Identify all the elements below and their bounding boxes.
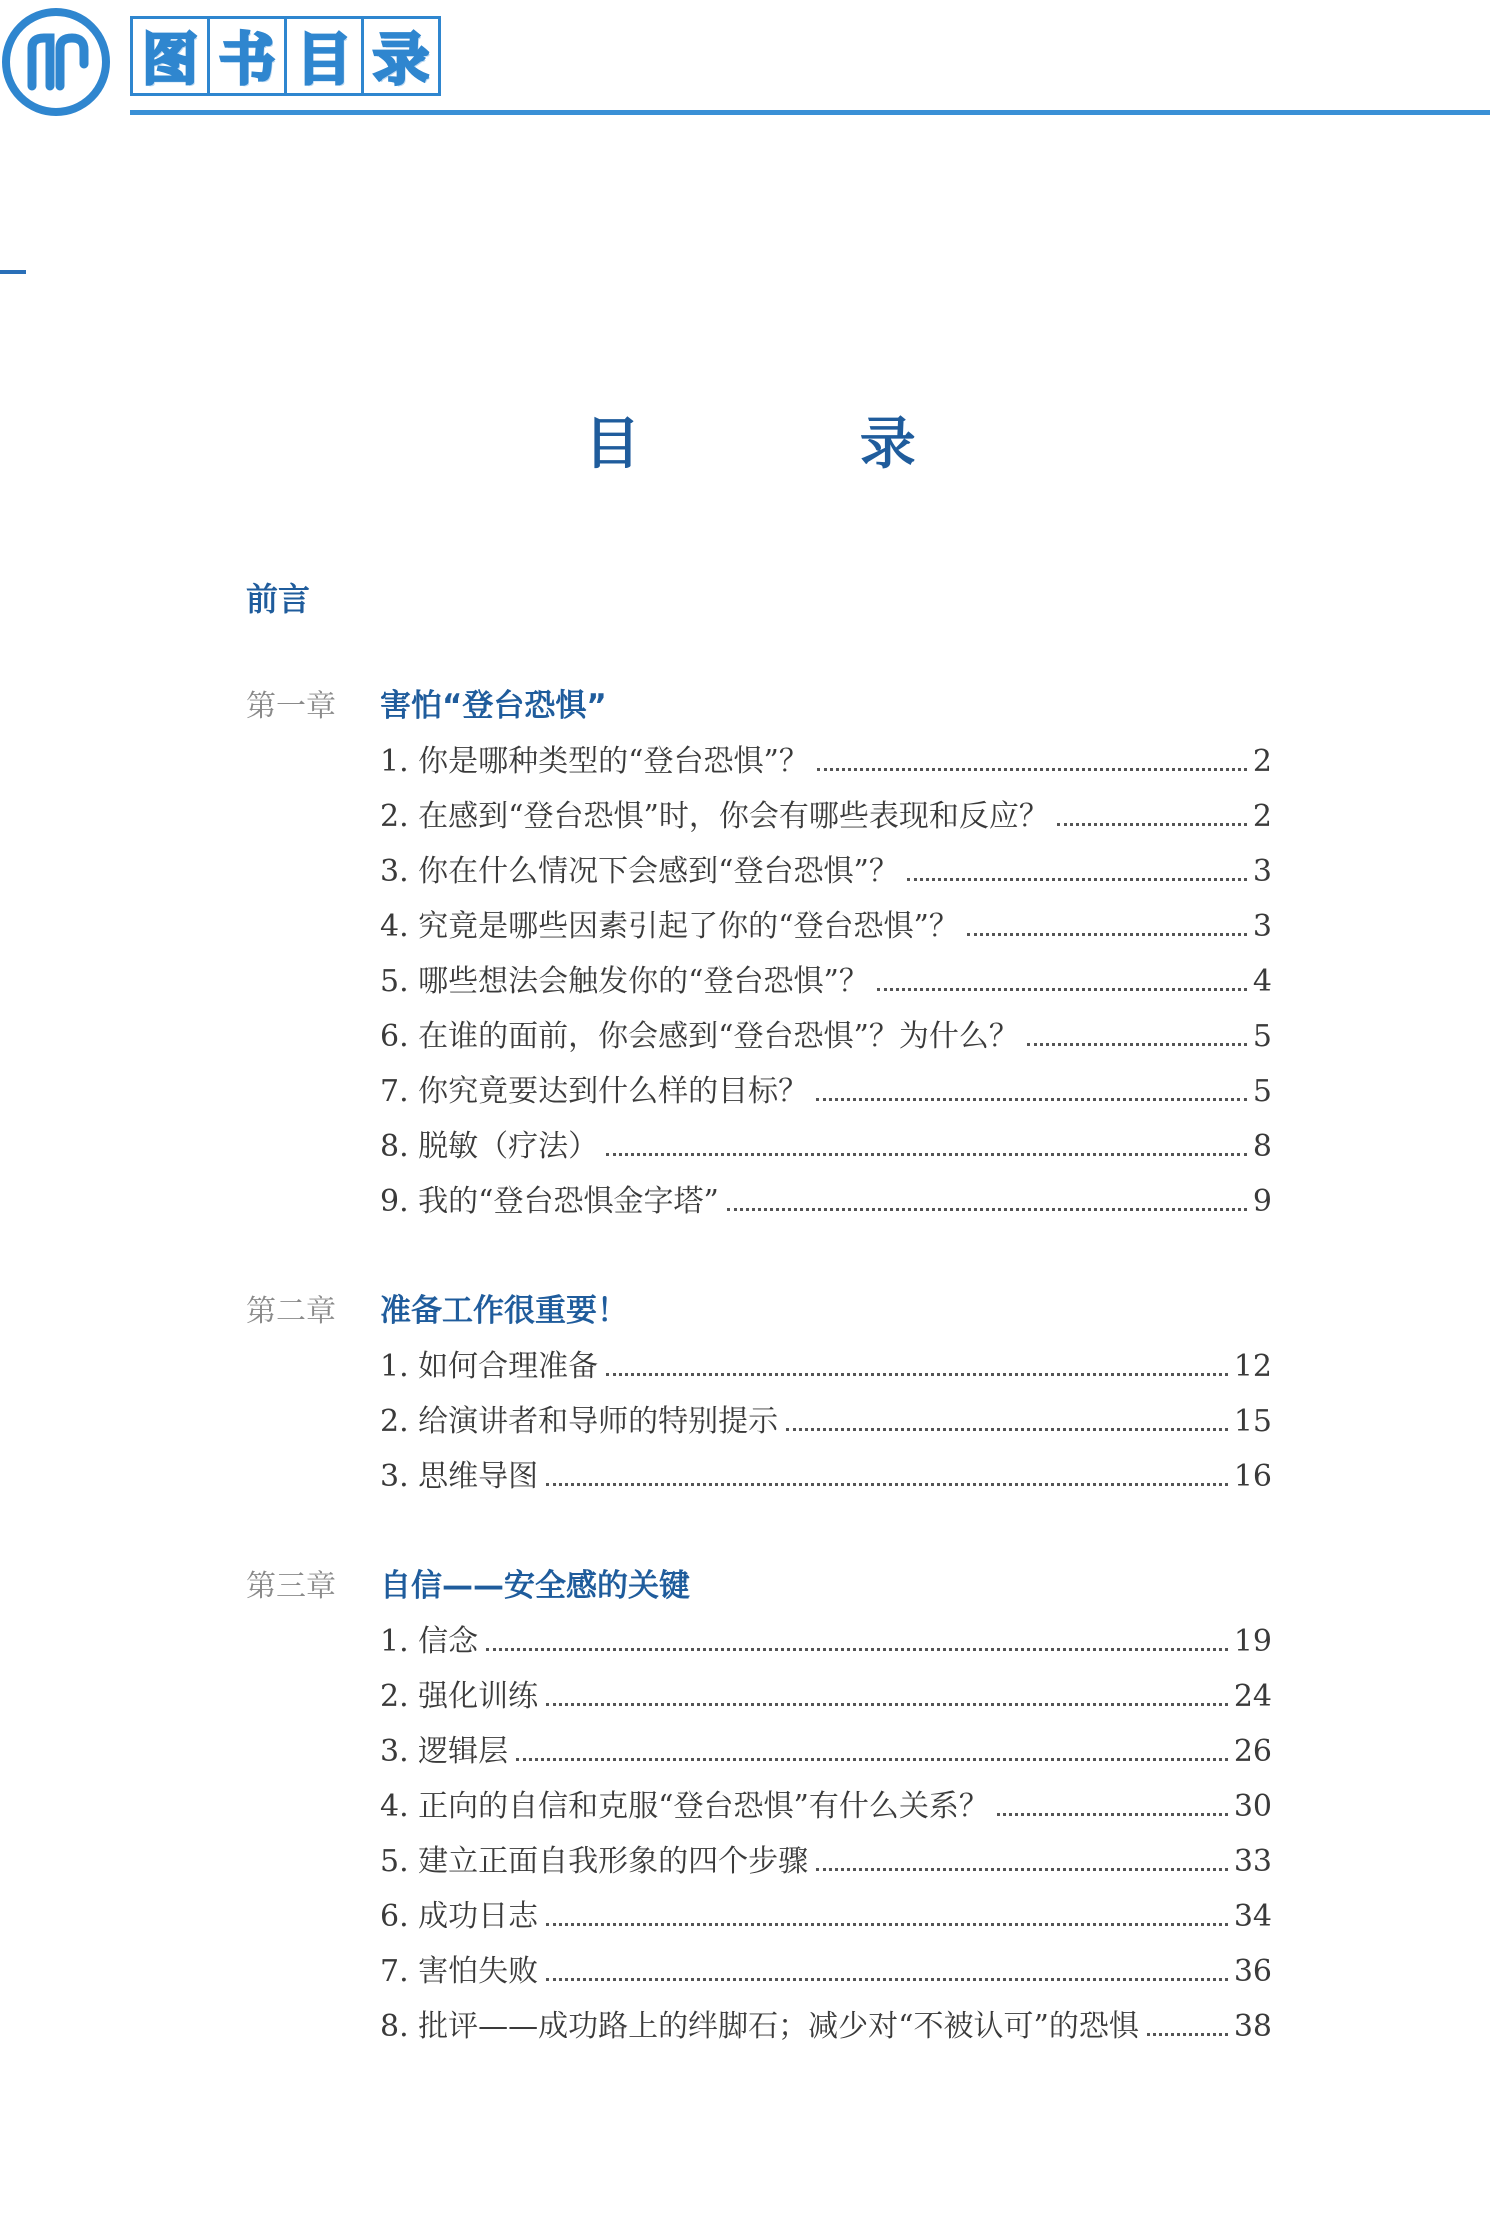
dot-leader [967, 933, 1247, 936]
toc-entry-text: 1. 信念 [380, 1624, 479, 1659]
toc-entry-page: 4 [1252, 964, 1272, 999]
dot-leader [546, 1703, 1228, 1706]
toc-entry [380, 2001, 1272, 2056]
dot-leader [546, 1923, 1228, 1926]
toc-entry-text: 6. 在谁的面前，你会感到“登台恐惧”？为什么？ [380, 1019, 1019, 1054]
chapter-number: 第二章 [246, 1294, 336, 1329]
chapter-title: 准备工作很重要！ [380, 1293, 628, 1329]
toc-entry-text: 8. 脱敏（疗法） [380, 1129, 599, 1164]
toc-chapter-2 [246, 1285, 1276, 1506]
toc-entry-page: 5 [1252, 1074, 1272, 1109]
toc-entry-page: 15 [1233, 1404, 1272, 1439]
chapter-heading [246, 1560, 1276, 1616]
toc-entry-page: 16 [1233, 1459, 1272, 1494]
toc-entry [380, 1176, 1272, 1231]
toc-entry-text: 3. 逻辑层 [380, 1734, 509, 1769]
dot-leader [486, 1648, 1228, 1651]
toc-entry [380, 1066, 1272, 1121]
dot-leader [817, 768, 1247, 771]
dot-leader [816, 1868, 1228, 1871]
toc-entry [380, 1011, 1272, 1066]
toc-entry-text: 2. 在感到“登台恐惧”时，你会有哪些表现和反应？ [380, 799, 1049, 834]
toc-entry-page: 9 [1252, 1184, 1272, 1219]
toc-entry-text: 1. 你是哪种类型的“登台恐惧”？ [380, 744, 809, 779]
toc-entry-page: 26 [1233, 1734, 1272, 1769]
toc-entry [380, 1396, 1272, 1451]
toc-entry [380, 1781, 1272, 1836]
toc-entry [380, 1671, 1272, 1726]
dot-leader [606, 1373, 1228, 1376]
chapter-title: 自信——安全感的关键 [380, 1568, 690, 1604]
header-title [130, 16, 441, 100]
toc-entry [380, 1451, 1272, 1506]
dot-leader [546, 1978, 1228, 1981]
toc-entry-text: 3. 你在什么情况下会感到“登台恐惧”？ [380, 854, 899, 889]
toc-entry [380, 1121, 1272, 1176]
header-title-char: 录 [364, 16, 441, 96]
toc-entry-page: 19 [1233, 1624, 1272, 1659]
dot-leader [606, 1153, 1247, 1156]
toc-chapter-3 [246, 1560, 1276, 2056]
dot-leader [546, 1483, 1228, 1486]
toc-entry-text: 6. 成功日志 [380, 1899, 539, 1934]
chapter-number: 第三章 [246, 1569, 336, 1604]
toc-entry-page: 12 [1233, 1349, 1272, 1384]
toc-entry-text: 7. 你究竟要达到什么样的目标？ [380, 1074, 809, 1109]
toc-chapter-1 [246, 680, 1276, 1231]
toc-entry-text: 1. 如何合理准备 [380, 1349, 599, 1384]
toc-entry-page: 3 [1252, 854, 1272, 889]
dot-leader [1027, 1043, 1247, 1046]
toc-entry [380, 736, 1272, 791]
toc-entry [380, 1726, 1272, 1781]
toc-entry-text: 8. 批评——成功路上的绊脚石；减少对“不被认可”的恐惧 [380, 2009, 1139, 2044]
dot-leader [786, 1428, 1228, 1431]
brand-logo-icon [2, 8, 110, 116]
toc-entry-text: 5. 哪些想法会触发你的“登台恐惧”？ [380, 964, 869, 999]
page-title: 目 录 [584, 411, 1016, 477]
toc-entry [380, 1341, 1272, 1396]
chapter-heading [246, 1285, 1276, 1341]
toc-entry-text: 3. 思维导图 [380, 1459, 539, 1494]
toc-entry [380, 1891, 1272, 1946]
dot-leader [816, 1098, 1247, 1101]
toc-entry-text: 2. 给演讲者和导师的特别提示 [380, 1404, 779, 1439]
chapter-title: 害怕“登台恐惧” [380, 688, 607, 724]
header-rule [130, 110, 1490, 115]
toc-entry-page: 8 [1252, 1129, 1272, 1164]
toc-entry [380, 956, 1272, 1011]
toc-entry-page: 2 [1252, 744, 1272, 779]
header-title-char: 图 [130, 16, 210, 96]
toc-entry-page: 3 [1252, 909, 1272, 944]
toc-preface: 前言 [246, 580, 311, 618]
toc-entry-text: 4. 正向的自信和克服“登台恐惧”有什么关系？ [380, 1789, 989, 1824]
toc-entry-page: 24 [1233, 1679, 1272, 1714]
toc-entry-page: 5 [1252, 1019, 1272, 1054]
toc-entry-page: 36 [1233, 1954, 1272, 1989]
chapter-number: 第一章 [246, 689, 336, 724]
dot-leader [907, 878, 1247, 881]
toc-entry-page: 38 [1233, 2009, 1272, 2044]
dot-leader [877, 988, 1247, 991]
toc-entry [380, 1836, 1272, 1891]
toc-entry-text: 7. 害怕失败 [380, 1954, 539, 1989]
header-title-char: 书 [210, 16, 287, 96]
toc-entry [380, 791, 1272, 846]
toc-entry-text: 2. 强化训练 [380, 1679, 539, 1714]
toc-entry [380, 1616, 1272, 1671]
dot-leader [516, 1758, 1228, 1761]
header-title-char: 目 [287, 16, 364, 96]
toc-entry-text: 4. 究竟是哪些因素引起了你的“登台恐惧”？ [380, 909, 959, 944]
page-header [0, 0, 1500, 130]
toc-entry [380, 901, 1272, 956]
toc-entry-page: 34 [1233, 1899, 1272, 1934]
toc-entry-text: 9. 我的“登台恐惧金字塔” [380, 1184, 719, 1219]
toc-entry-text: 5. 建立正面自我形象的四个步骤 [380, 1844, 809, 1879]
dot-leader [1147, 2033, 1228, 2036]
dot-leader [1057, 823, 1247, 826]
dot-leader [727, 1208, 1247, 1211]
toc-entry [380, 1946, 1272, 2001]
chapter-heading [246, 680, 1276, 736]
toc-entry-page: 30 [1233, 1789, 1272, 1824]
side-mark [0, 270, 26, 274]
toc-entry [380, 846, 1272, 901]
toc-entry-page: 33 [1233, 1844, 1272, 1879]
toc-entry-page: 2 [1252, 799, 1272, 834]
dot-leader [997, 1813, 1228, 1816]
